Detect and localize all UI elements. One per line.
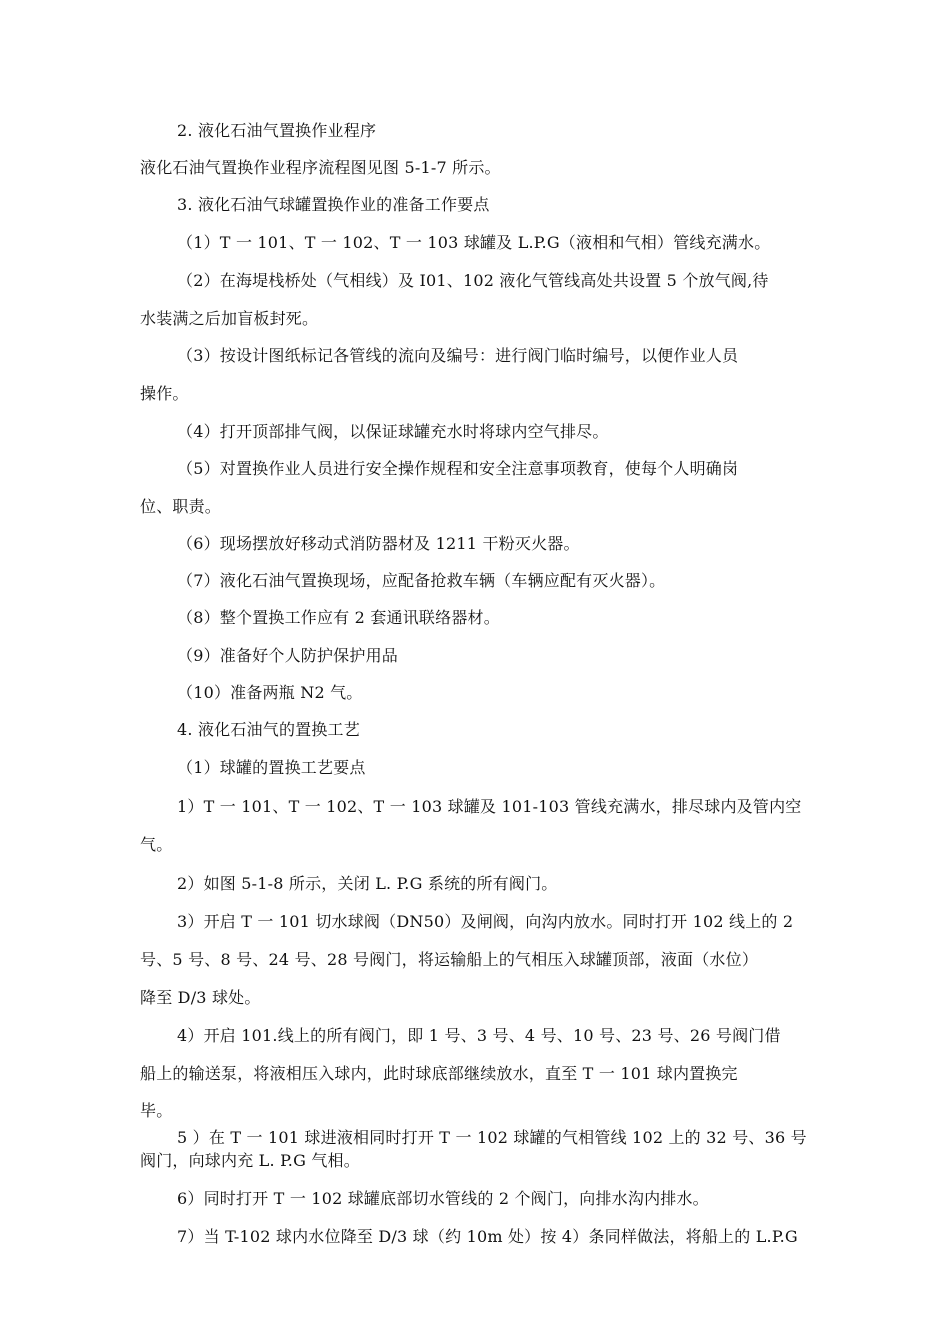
step-5: 5 ）在 T 一 101 球进液相同时打开 T 一 102 球罐的气相管线 102 上的 32 号、36 号 [177, 1128, 807, 1147]
list-item-3-cont: 操作。 [140, 384, 189, 403]
list-item-5-cont: 位、职责。 [140, 497, 222, 516]
step-1-cont: 气。 [140, 835, 173, 854]
step-3-cont-2: 降至 D/3 球处。 [140, 988, 261, 1007]
step-4-cont-1: 船上的输送泵，将液相压入球内，此时球底部继续放水，直至 T 一 101 球内置换完 [140, 1064, 738, 1083]
list-item-2-cont: 水装满之后加盲板封死。 [140, 309, 319, 328]
list-item-10: （10）准备两瓶 N2 气。 [177, 683, 363, 702]
list-item-9: （9）准备好个人防护保护用品 [177, 646, 398, 665]
step-6: 6）同时打开 T 一 102 球罐底部切水管线的 2 个阀门，向排水沟内排水。 [177, 1189, 709, 1208]
step-4-cont-2: 毕。 [140, 1101, 173, 1120]
list-item-7: （7）液化石油气置换现场，应配备抢救车辆（车辆应配有灭火器）。 [177, 571, 666, 590]
subheading-1: （1）球罐的置换工艺要点 [177, 758, 366, 777]
step-3-cont-1: 号、5 号、8 号、24 号、28 号阀门，将运输船上的气相压入球罐顶部，液面（水位） [140, 950, 759, 969]
list-item-8: （8）整个置换工作应有 2 套通讯联络器材。 [177, 608, 500, 627]
paragraph-line: 液化石油气置换作业程序流程图见图 5-1-7 所示。 [140, 158, 501, 177]
step-2: 2）如图 5-1-8 所示，关闭 L. P.G 系统的所有阀门。 [177, 874, 558, 893]
list-item-4: （4）打开顶部排气阀，以保证球罐充水时将球内空气排尽。 [177, 422, 609, 441]
list-item-5: （5）对置换作业人员进行安全操作规程和安全注意事项教育，使每个人明确岗 [177, 459, 739, 478]
heading-2-lpg-procedure: 2. 液化石油气置换作业程序 [177, 121, 377, 140]
step-4: 4）开启 101.线上的所有阀门，即 1 号、3 号、4 号、10 号、23 号、26 号阀门借 [177, 1026, 781, 1045]
step-5-cont: 阀门，向球内充 L. P.G 气相。 [140, 1151, 360, 1170]
list-item-2: （2）在海堤栈桥处（气相线）及 I01、102 液化气管线高处共设置 5 个放气阀,待 [177, 271, 769, 290]
list-item-1: （1）T 一 101、T 一 102、T 一 103 球罐及 L.P.G（液相和气相）管线充满水。 [177, 233, 771, 252]
step-7: 7）当 T-102 球内水位降至 D/3 球（约 10m 处）按 4）条同样做法，将船上的 L.P.G [177, 1227, 798, 1246]
step-1: 1）T 一 101、T 一 102、T 一 103 球罐及 101-103 管线充满水，排尽球内及管内空 [177, 797, 802, 816]
list-item-6: （6）现场摆放好移动式消防器材及 1211 干粉灭火器。 [177, 534, 580, 553]
heading-3-preparation: 3. 液化石油气球罐置换作业的准备工作要点 [177, 195, 490, 214]
step-3: 3）开启 T 一 101 切水球阀（DN50）及闸阀，向沟内放水。同时打开 102 线上的 2 [177, 912, 794, 931]
heading-4-process: 4. 液化石油气的置换工艺 [177, 720, 360, 739]
list-item-3: （3）按设计图纸标记各管线的流向及编号：进行阀门临时编号，以便作业人员 [177, 346, 739, 365]
